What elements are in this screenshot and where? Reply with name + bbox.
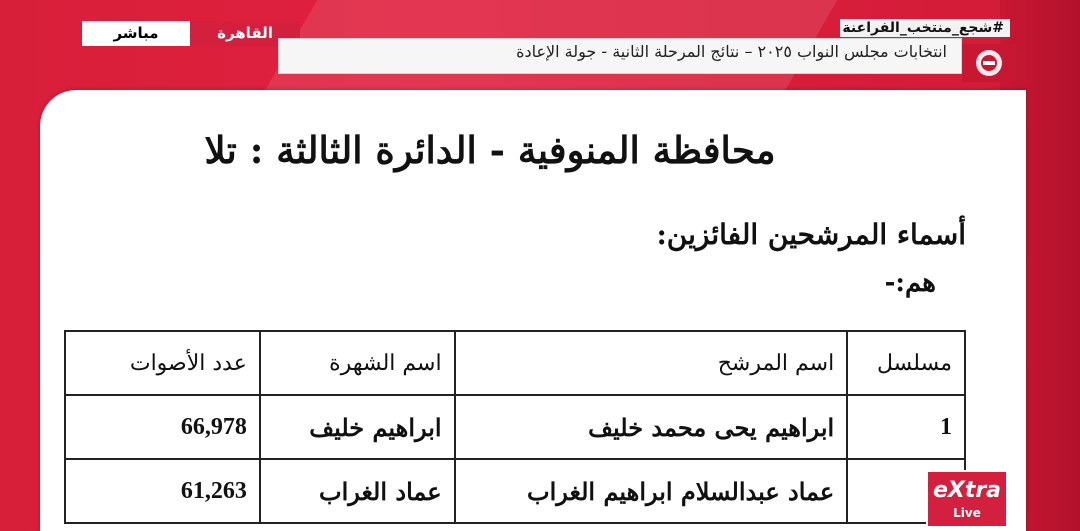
table-header-row (65, 331, 965, 395)
live-badge: مباشر (82, 21, 190, 46)
logo-brand-text: eXtra (932, 478, 1002, 503)
results-document (40, 90, 1026, 531)
row-fame: ابراهيم خليف (260, 395, 455, 459)
table-row (65, 459, 965, 523)
row-serial: 1 (847, 395, 965, 459)
header-fame: اسم الشهرة (260, 331, 455, 395)
row-votes: 61,263 (65, 459, 260, 523)
row-candidate: ابراهيم يحى محمد خليف (455, 395, 848, 459)
they-label: هم:- (884, 268, 936, 298)
header-candidate: اسم المرشح (455, 331, 848, 395)
document-title: محافظة المنوفية - الدائرة الثالثة : تلا (204, 128, 776, 172)
news-header-bar (278, 38, 962, 74)
row-fame: عماد الغراب (260, 459, 455, 523)
header-serial: مسلسل (847, 331, 965, 395)
row-candidate: عماد عبدالسلام ابراهيم الغراب (455, 459, 848, 523)
city-badge: القاهرة (190, 21, 300, 46)
news-header-title: انتخابات مجلس النواب ٢٠٢٥ – نتائج المرحلة الثانية - جولة الإعادة (516, 42, 947, 61)
table-row (65, 395, 965, 459)
results-table (64, 330, 966, 524)
channel-emblem-icon (962, 44, 1016, 82)
row-votes: 66,978 (65, 395, 260, 459)
extra-live-logo (926, 470, 1008, 528)
winners-heading: أسماء المرشحين الفائزين: (656, 218, 966, 251)
hashtag-label: #شجع_منتخب_الفراعنة (840, 19, 1010, 37)
header-votes: عدد الأصوات (65, 331, 260, 395)
logo-live-text: Live (953, 506, 981, 520)
